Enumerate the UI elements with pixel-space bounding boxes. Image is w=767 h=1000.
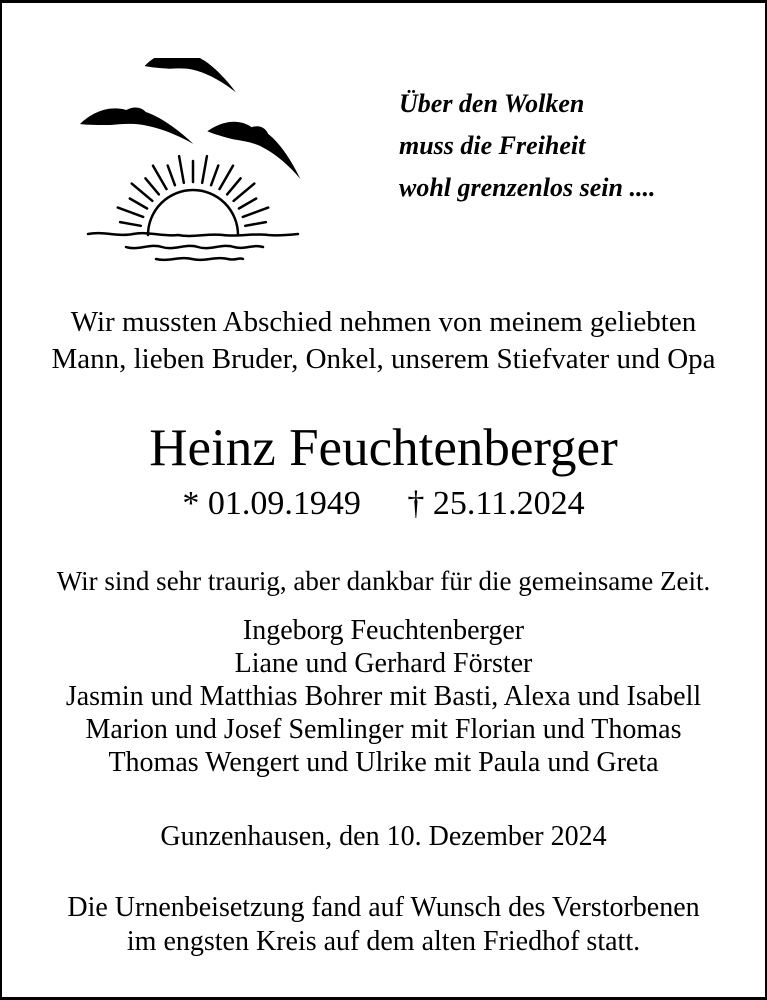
condolence-message: Wir sind sehr traurig, aber dankbar für die gemeinsame Zeit. <box>56 566 711 596</box>
burial-notice-line: Die Urnenbeisetzung fand auf Wunsch des Verstorbenen <box>67 892 700 923</box>
bird-icon <box>143 58 238 92</box>
quote-line: wohl grenzenlos sein .... <box>399 173 656 202</box>
burial-notice-line: im engsten Kreis auf dem alten Friedhof statt. <box>126 926 641 957</box>
mourner-line: Thomas Wengert und Ulrike mit Paula und Greta <box>108 747 659 778</box>
sun-icon <box>118 156 268 235</box>
mourner-line: Liane und Gerhard Förster <box>234 648 533 679</box>
intro-text <box>2 304 765 378</box>
birds-sunrise-icon <box>80 58 316 270</box>
intro-line: Wir mussten Abschied nehmen von meinem geliebten <box>70 306 697 338</box>
burial-notice <box>2 891 765 959</box>
death-date: † 25.11.2024 <box>407 485 585 522</box>
deceased-name: Heinz Feuchtenberger <box>149 419 618 477</box>
birth-date: * 01.09.1949 <box>182 485 361 522</box>
water-waves-icon <box>88 233 298 260</box>
mourners-list <box>2 614 765 779</box>
bird-icon <box>80 108 193 144</box>
life-dates <box>2 484 765 524</box>
intro-line: Mann, lieben Bruder, Onkel, unserem Stiefvater und Opa <box>51 343 716 375</box>
quote-line: muss die Freiheit <box>399 131 586 160</box>
mourner-line: Ingeborg Feuchtenberger <box>242 615 525 646</box>
mourner-line: Marion und Josef Semlinger mit Florian und Thomas <box>85 714 682 745</box>
bird-icons <box>80 58 311 179</box>
quote-line: Über den Wolken <box>399 89 585 118</box>
mourner-line: Jasmin und Matthias Bohrer mit Basti, Alexa und Isabell <box>65 681 702 712</box>
memorial-quote <box>399 83 655 209</box>
place-and-date: Gunzenhausen, den 10. Dezember 2024 <box>160 821 607 852</box>
birds-over-sunrise-illustration <box>80 58 316 270</box>
